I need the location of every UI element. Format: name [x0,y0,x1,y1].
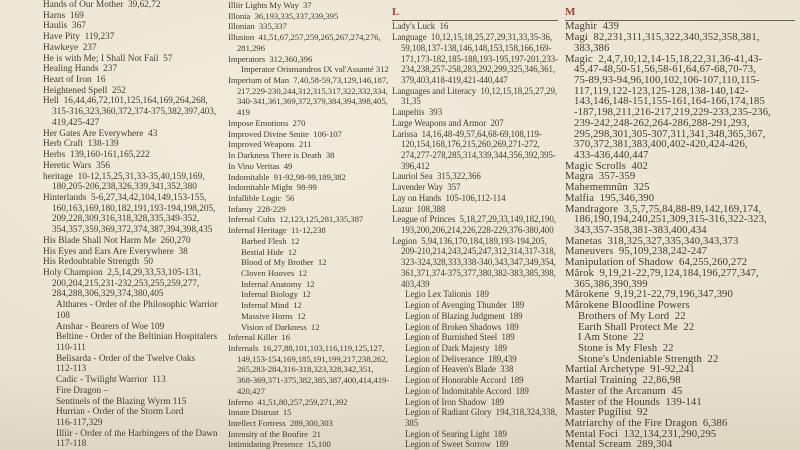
index-entry-line: Mârok 9,19,21-22,79,124,184,196,277,347, [565,266,759,279]
index-column-h [43,0,225,450]
index-entry-line: Althares - Order of the Philosophic Warrior [56,300,218,311]
index-entry-line: Legion of Dark Majesty 189 [405,342,507,353]
index-entry-line: 340-341,361,369,372,379,384,394,398,405, [237,96,388,107]
index-entry-line: Stone is My Flesh 22 [578,341,674,354]
index-entry-line: Innate Distrust 15 [228,407,292,418]
index-entry-line: 186,190,194,240,251,309,315-316,322-323, [574,213,767,226]
index-entry-line: Stone's Undeniable Strength 22 [578,352,719,365]
index-entry-line: Legion of Searing Light 189 [405,428,507,439]
index-entry-line: 396,412 [401,160,430,171]
index-entry-line: His Eyes and Ears Are Everywhere 38 [43,246,188,257]
index-entry-line: Illonia 36,193,335,337,339,395 [228,10,339,21]
index-entry-line: 419,425-427 [52,117,100,128]
index-entry-line: Illiir - Order of the Harbingers of the Dawn [56,428,218,439]
index-entry-line: Legion of Deliverance 189,439 [405,353,517,364]
index-entry-line: 368-369,371-375,382,385,387,400,414,419- [237,375,390,386]
index-entry-line: 323-324,328,333,338-340,343,347,349,354, [401,257,556,268]
index-entry-line: Manipulation of Shadow 64,255,260,272 [565,256,748,269]
index-entry-line: 385 [405,417,419,428]
index-entry-line: 281,296 [237,42,265,53]
section-letter-heading: L [392,0,558,21]
index-entry-line: Impose Emotions 270 [228,117,306,128]
section-letter-heading: M [565,0,795,21]
index-entry-line: Intensity of the Bonfire 21 [228,428,321,439]
index-entry-line: 379,403,418-419,421-440,447 [401,74,508,85]
index-entry-line: His Redoubtable Strength 50 [43,257,154,268]
index-entry-line: 45,47-48,50-51,56,58-61,64,67-68,70-73, [574,63,757,76]
index-entry-line: Indomitable Might 98-99 [228,182,317,193]
index-entry-line: Belisarda - Order of the Twelve Oaks [56,353,196,364]
index-entry-line: Haulis 367 [43,21,86,32]
index-entry-line: Illiir Lights My Way 37 [228,0,312,10]
index-entry-line: 180,205-206,238,326,339,341,352,380 [52,182,197,193]
index-entry-line: Massive Horns 12 [241,310,306,321]
index-entry-line: Lay on Hands 105-106,112-114 [392,192,506,203]
index-entry-line: Imperator Orismandros IX val'Assanté 312 [241,64,389,75]
index-entry-line: 403,439 [401,278,430,289]
index-entry-line: 419 [237,107,250,118]
index-entry-line: Beltine - Order of the Beltinian Hospitalers [56,332,218,343]
index-entry-line: Imperium of Man 7,40,58-59,73,129,146,187, [228,75,389,86]
index-entry-line: Language 10,12,15,18,25,27,29,31,33,35-36, [392,32,553,43]
index-column-l [392,0,558,450]
index-entry-line: Mental Scream 289,304 [565,438,673,450]
index-entry-line: Infamy 228-229 [228,203,286,214]
index-entry-line: 209,228,309,316,318,328,335,349-352, [52,214,200,225]
index-entry-line: Infernal Mind 12 [241,300,302,311]
index-entry-line: Larissa 14,16,48-49,57,64,68-69,108,119- [392,128,542,139]
index-entry-line: Legion of Radiant Glory 194,318,324,338, [405,407,558,418]
index-entry-line: League of Princes 5,18,27,29,33,149,182,190, [392,214,556,225]
index-entry-line: 160,163,169,180,182,191,193-194,198,205, [52,203,216,214]
index-entry-line: 108 [56,310,70,321]
index-entry-line: Hurrian - Order of the Storm Lord [56,407,184,418]
index-entry-line: 274,277-278,285,314,339,344,356,392,395- [401,150,556,161]
index-entry-line: 433-436,440,447 [574,149,649,162]
index-entry-line: 200,204,215,231-232,253,255,259,277, [52,278,200,289]
index-entry-line: Legion of Sweet Sorrow 189 [405,439,509,450]
index-entry-line: 370,372,381,383,400,402-420,424-426, [574,138,748,151]
index-entry-line: Mârokene Bloodline Powers [565,299,690,312]
index-entry-line: 365,386,390,399 [574,277,648,290]
index-entry-line: 315-316,323,360,372,374-375,382,397,403, [52,107,217,118]
index-entry-line: Magic Scrolls 402 [565,159,648,172]
index-entry-line: Magi 82,231,311,315,322,340,352,358,381, [565,31,760,44]
index-column-i [228,0,388,450]
index-entry-line: Legion of Heaven's Blade 338 [405,364,514,375]
index-entry-line: Legion of Burnished Steel 189 [405,332,515,343]
index-entry-line: Mârokene 9,19,21-22,79,196,347,390 [565,288,733,301]
index-entry-line: Infernal Heritage 11-12,238 [228,225,326,236]
index-entry-line: 117,119,122-123,125-128,138-140,142- [574,84,749,97]
index-entry-line: Lavender Way 357 [392,182,461,193]
index-entry-line: Heightened Spell 252 [43,85,126,96]
index-entry-line: Have Pity 119,237 [43,32,115,43]
index-entry-line: Manetas 318,325,327,335,340,343,373 [565,234,739,247]
index-column-m [565,0,795,450]
index-entry-line: Infernal Anatomy 12 [241,278,315,289]
index-entry-line: Lazur 108,388 [392,203,446,214]
index-entry-line: Improved Divine Smite 106-107 [228,128,342,139]
index-entry-line: 354,357,359,369,372,374,387,394,398,435 [52,225,213,236]
index-entry-line: Harns 169 [43,10,84,21]
index-entry-line: Lauriol Sea 315,322,366 [392,171,481,182]
index-entry-line: 116-117,329 [56,418,103,429]
index-entry-line: Master of the Hounds 139-141 [565,395,702,408]
index-entry-line: Inferno 41,51,80,257,259,271,392 [228,396,348,407]
index-entry-line: 361,371,374-375,377,380,382-383,385,398, [401,267,556,278]
index-entry-line: Master of the Arcanum 45 [565,384,683,397]
index-entry-line: Imperators 312,360,396 [228,53,313,64]
index-entry-line: Intellect Fortress 289,300,303 [228,418,333,429]
index-entry-line: 234,238,257-258,283,292,299,325,346,361, [401,64,556,75]
index-entry-line: 117-118 [56,439,87,450]
index-entry-line: Barbed Flesh 12 [241,235,300,246]
index-entry-line: Hell 16,44,46,72,101,125,164,169,264,268, [43,96,208,107]
index-entry-line: Her Gates Are Everywhere 43 [43,128,158,139]
index-entry-line: Legion of Iron Shadow 189 [405,396,505,407]
index-entry-line: Legion 5,94,136,170,184,189,193-194,205, [392,235,547,246]
index-entry-line: Illusion 41,51,67,257,259,265,267,274,276, [228,32,381,43]
index-entry-line: Mahememnûn 325 [565,181,650,194]
index-entry-line: Lanpeltis 393 [392,107,443,118]
index-entry-line: Magra 357-359 [565,170,636,183]
index-entry-line: Infernal Biology 12 [241,289,311,300]
index-entry-line: Anshar - Bearers of Woe 109 [56,321,165,332]
index-entry-line: 343,357-358,381-383,400,434 [574,224,707,237]
index-entry-line: 110-111 [56,343,86,353]
index-entry-line: 420,427 [237,385,265,396]
index-entry-line: -187,198,211,216-217,219,229-233,235-236, [574,106,771,119]
index-entry-line: 120,154,168,176,215,260,269,271-272, [401,139,540,150]
index-entry-line: 149,153-154,169,185,191,199,217,238,262, [237,353,388,364]
index-entry-line: 265,283-284,316-318,323,328,342,351, [237,364,374,375]
index-entry-line: Infernal Killer 16 [228,332,291,343]
index-entry-line: Brothers of My Lord 22 [578,309,686,322]
index-entry-line: Maneuvers 95,109,238,242-247 [565,245,708,258]
index-entry-line: Heretic Wars 356 [43,160,110,171]
index-entry-line: Infernals 16,27,88,101,103,116,119,125,127, [228,343,385,353]
index-entry-line: Martial Training 22,86,98 [565,374,681,387]
index-entry-line: 31,35 [401,96,421,107]
index-entry-line: I Am Stone 22 [578,331,645,344]
index-entry-line: 239-242,248-262,264-286,288-291,293, [574,116,750,129]
index-entry-line: Earth Shall Protect Me 22 [578,320,695,333]
index-entry-line: In Darkness There is Death 38 [228,150,335,161]
index-entry-line: Legio Lex Talionis 189 [405,289,489,300]
index-entry-line: Hands of Our Mother 39,62,72 [43,0,161,10]
index-entry-line: Legion of Honorable Accord 189 [405,375,524,386]
index-entry-line: Legion of Broken Shadows 189 [405,321,519,332]
index-entry-line: Cadic - Twilight Warrior 113 [56,375,166,386]
index-entry-line: Indomitable 91-92,98-99,189,382 [228,171,346,182]
index-entry-line: His Blade Shall Not Harm Me 260,270 [43,235,191,246]
index-entry-line: Infernal Cults 12,123,125,281,335,387 [228,214,364,225]
index-entry-line: Martial Archetype 91-92,241 [565,363,695,376]
index-entry-line: Maghir 439 [565,20,619,33]
index-entry-line: Malfia 195,346,390 [565,191,655,204]
index-entry-line: 112-113 [56,364,87,375]
index-entry-line: 284,288,306,329,374,380,405 [52,289,164,300]
index-entry-line: heritage 10-12,15,25,31,33-35,40,159,169, [43,171,205,182]
index-entry-line: In Vino Veritas 49 [228,160,293,171]
index-entry-line: Holy Champion 2,5,14,29,33,53,105-131, [43,267,202,278]
index-entry-line: Infallible Logic 56 [228,192,295,203]
index-entry-line: Illonian 335,337 [228,21,287,32]
index-entry-line: Bestial Hide 12 [241,246,297,257]
index-entry-line: Magic 2,4,7,10,12,14-15,18,22,31,36-41,43- [565,52,763,65]
index-entry-line: Vision of Darkness 12 [241,321,320,332]
index-entry-line: Improved Weapons 211 [228,139,312,150]
index-entry-line: Blood of My Brother 12 [241,257,327,268]
index-entry-line: 209-210,214,243,245,247,312,314,317-318, [401,246,556,257]
index-entry-line: 75-89,93-94,96,100,102,106-107,110,115- [574,73,760,86]
index-entry-line: 217,229-230,244,312,315,317,322,332,334, [237,85,388,96]
index-entry-line: 193,200,206,214,226,228-229,376-380,400 [401,225,554,236]
index-entry-line: 295,298,301,305-307,311,341,348,365,367, [574,127,766,140]
index-entry-line: Heart of Iron 16 [43,75,106,86]
index-entry-line: Legion of Indomitable Accord 189 [405,385,529,396]
index-entry-line: 143,146,148-151,155-161,164-166,174,185 [574,95,765,108]
index-entry-line: Matriarchy of the Fire Dragon 6,386 [565,416,728,429]
index-entry-line: He is with Me; I Shall Not Fail 57 [43,53,173,64]
index-entry-line: Fire Dragon – [56,385,109,396]
index-entry-line: Herbs 139,160-161,165,222 [43,150,150,161]
index-entry-line: Legion of Blazing Judgment 189 [405,310,523,321]
index-entry-line: Mental Foci 132,134,231,290,295 [565,427,717,440]
index-entry-line: Hinterlands 5-6,27,34,42,104,149,153-155, [43,192,207,203]
index-entry-line: Master Pugilist 92 [565,406,648,419]
index-entry-line: 383,386 [574,41,610,54]
index-entry-line: 171,173-182,185-188,193-195,197-201,233- [401,53,558,64]
index-entry-line: Intimidating Presence 15,100 [228,439,331,450]
index-entry-line: Sentinels of the Blazing Wyrm 115 [56,396,187,407]
index-entry-line: Healing Hands 237 [43,64,118,75]
index-entry-line: Hawkeye 237 [43,42,97,53]
index-entry-line: Lady's Luck 16 [392,21,449,32]
index-entry-line: Legion of Avenging Thunder 189 [405,300,525,311]
index-entry-line: Large Weapons and Armor 207 [392,117,504,128]
index-entry-line: Mandragore 3,5,7,75,84,88-89,142,169,174, [565,202,762,215]
index-entry-line: 59,108,137-138,146,148,153,158,166,169- [401,42,552,53]
index-entry-line: Herb Craft 138-139 [43,139,119,150]
index-entry-line: Cloven Hooves 12 [241,267,307,278]
index-entry-line: Languages and Literacy 10,12,15,18,25,27,29, [392,85,558,96]
